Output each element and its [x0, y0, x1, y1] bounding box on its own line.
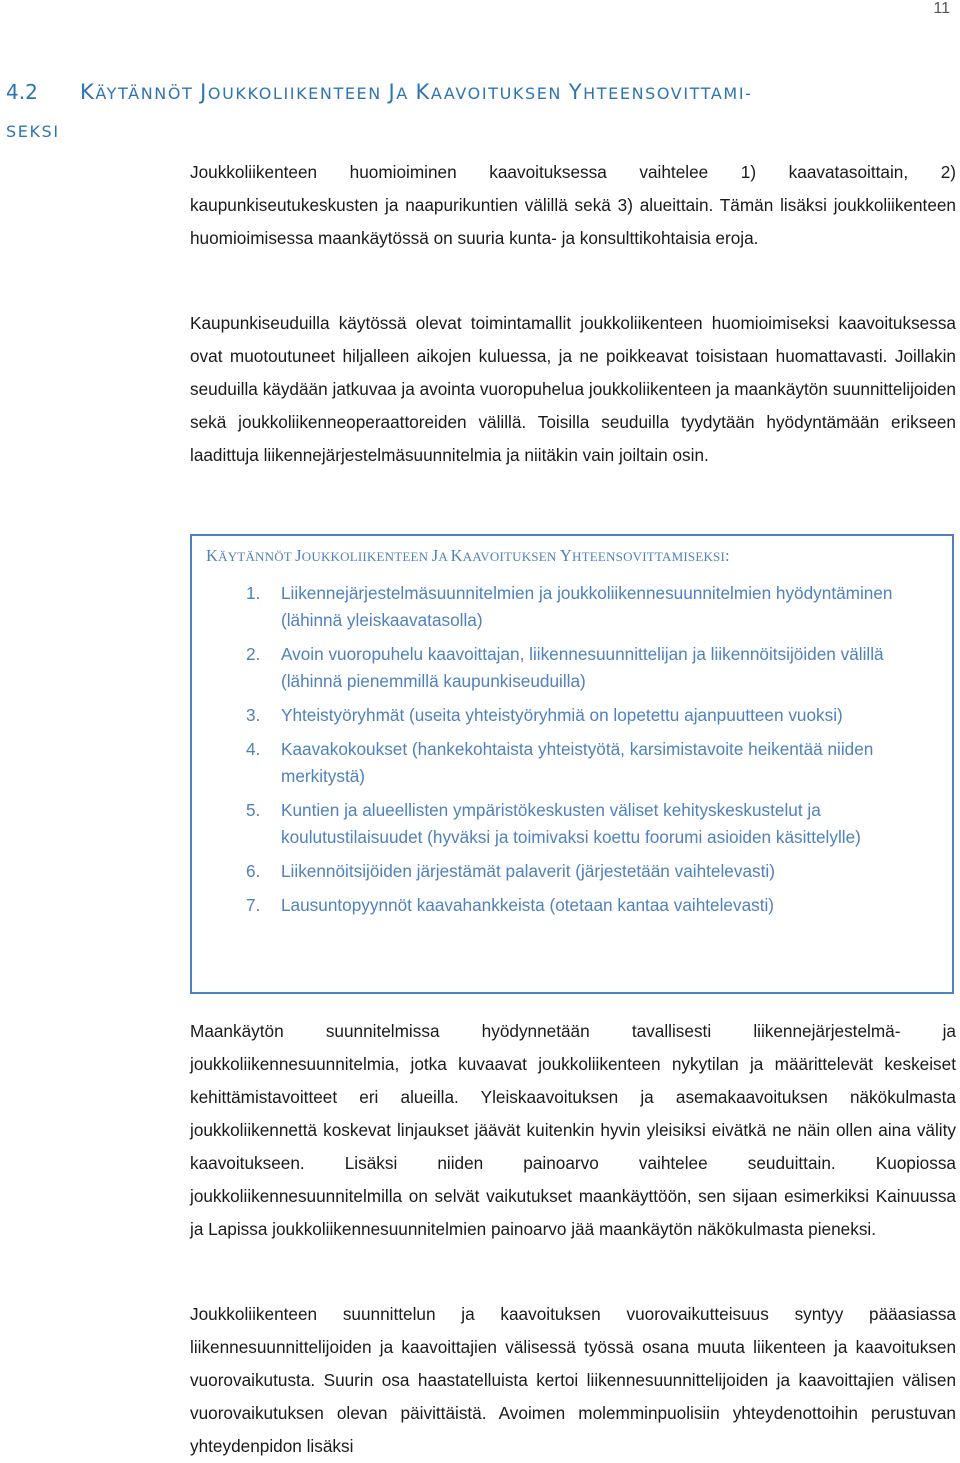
- title-fragment: J: [431, 546, 439, 565]
- title-fragment: OUKKOLIIKENTEEN: [301, 549, 432, 564]
- title-fragment: J: [200, 80, 208, 104]
- body-paragraph: Kaupunkiseuduilla käytössä olevat toimintamallit joukkoliikenteen huomioimiseksi kaavoituksessa ovat muotoutuneet hiljalleen aikojen kuluessa, ja ne poikkeavat toisistaan huomattavasti. Joillakin seuduilla käydään jatkuvaa ja avointa vuoropuhelua joukkoliikenteen ja maankäytön suunnittelijoiden sekä joukkoliikenneoperaattoreiden välillä. Toisilla seuduilla tyydytään hyödyntämään erikseen laadittuja liikennejärjestelmäsuunnitelmia ja niitäkin vain joiltain osin.: [190, 313, 956, 465]
- page-number: 11: [933, 0, 950, 17]
- list-item-number: 4.: [246, 739, 261, 759]
- callout-title: [206, 546, 730, 566]
- list-item-number: 6.: [246, 861, 261, 881]
- body-paragraph: Joukkoliikenteen huomioiminen kaavoituksessa vaihtelee 1) kaavatasoittain, 2) kaupunkiseutukeskusten ja naapurikuntien välillä sekä 3) alueittain. Tämän lisäksi joukkoliikenteen huomioimisessa maankäytössä on suuria kunta- ja konsulttikohtaisia eroja.: [190, 162, 956, 248]
- title-fragment: SEKSI: [6, 122, 60, 141]
- practices-list: [192, 580, 952, 926]
- list-item: [192, 736, 952, 790]
- list-item-text: Kuntien ja alueellisten ympäristökeskusten väliset kehityskeskustelut ja koulutustilaisuudet (hyväksi ja toimivaksi koettu foorumi asioiden käsittelylle): [281, 800, 861, 847]
- list-item: [192, 858, 952, 885]
- title-fragment: HTEENSOVITTAMISEKSI: [572, 549, 726, 564]
- body-paragraph: Maankäytön suunnitelmissa hyödynnetään tavallisesti liikennejärjestelmä- ja joukkoliikennesuunnitelmia, jotka kuvaavat joukkoliikenteen nykytilan ja määrittelevät keskeiset kehittämistavoitteet eri alueilla. Yleiskaavoituksen ja asemakaavoituksen näkökulmasta joukkoliikennettä koskevat linjaukset jäävät kuitenkin hyvin yleisiksi eivätkä ne näin ollen aina välity kaavoitukseen. Lisäksi niiden painoarvo vaihtelee seuduittain. Kuopiossa joukkoliikennesuunnitelmilla on selvät vaikutukset maankäyttöön, sen sijaan esimerkiksi Kainuussa ja Lapissa joukkoliikennesuunnitelmien painoarvo jää maankäytön näkökulmasta pieneksi.: [190, 1021, 956, 1239]
- title-fragment: HTEENSOVITTAMI: [583, 84, 746, 103]
- title-fragment: A: [396, 84, 416, 103]
- list-item: [192, 641, 952, 695]
- title-fragment: Y: [568, 80, 584, 104]
- title-fragment: K: [80, 80, 96, 104]
- title-fragment: Y: [559, 546, 573, 565]
- title-fragment: A: [438, 549, 451, 564]
- list-item-text: Liikennejärjestelmäsuunnitelmien ja joukkoliikennesuunnitelmien hyödyntäminen (lähinnä yleiskaavatasolla): [281, 583, 893, 630]
- title-fragment: AAVOITUKSEN: [430, 84, 569, 103]
- title-fragment: AAVOITUKSEN: [462, 549, 560, 564]
- list-item-text: Lausuntopyynnöt kaavahankkeista (otetaan kantaa vaihtelevasti): [281, 895, 775, 915]
- title-fragment: K: [450, 546, 463, 565]
- list-item: [192, 892, 952, 919]
- section-number: 4.2: [6, 80, 38, 104]
- list-item-text: Liikennöitsijöiden järjestämät palaverit (järjestetään vaihtelevasti): [281, 861, 775, 881]
- title-fragment: ÄYTÄNNÖT: [95, 84, 201, 103]
- list-item-text: Avoin vuoropuhelu kaavoittajan, liikennesuunnittelijan ja liikennöitsijöiden välillä (lähinnä pienemmillä kaupunkiseuduilla): [281, 644, 884, 691]
- list-item-number: 7.: [246, 895, 261, 915]
- body-paragraph: Joukkoliikenteen suunnittelun ja kaavoituksen vuorovaikutteisuus syntyy pääasiassa liikennesuunnittelijoiden ja kaavoittajien välisessä työssä osana muuta liikenteen ja kaavoituksen vuorovaikutusta. Suurin osa haastatelluista kertoi liikennesuunnittelijoiden ja kaavoittajien välisen vuorovaikutuksen olevan päivittäistä. Avoimen molemminpuolisiin yhteydenottoihin perustuvan yhteydenpidon lisäksi: [190, 1304, 956, 1456]
- list-item-number: 2.: [246, 644, 261, 664]
- list-item-number: 1.: [246, 583, 261, 603]
- title-fragment: -: [745, 84, 753, 103]
- title-fragment: J: [388, 80, 397, 104]
- title-fragment: OUKKOLIIKENTEEN: [207, 84, 389, 103]
- title-fragment: J: [295, 546, 302, 565]
- title-fragment: K: [415, 80, 431, 104]
- list-item-number: 5.: [246, 800, 261, 820]
- list-item-text: Yhteistyöryhmät (useita yhteistyöryhmiä on lopetettu ajanpuutteen vuoksi): [281, 705, 843, 725]
- title-fragment: :: [725, 546, 730, 565]
- practices-callout-box: [190, 534, 954, 994]
- list-item-text: Kaavakokoukset (hankekohtaista yhteistyötä, karsimistavoite heikentää niiden merkitystä): [281, 739, 874, 786]
- title-fragment: ÄYTÄNNÖT: [218, 549, 296, 564]
- list-item-number: 3.: [246, 705, 261, 725]
- section-title: [6, 80, 753, 142]
- list-item: [192, 580, 952, 634]
- title-fragment: K: [206, 546, 219, 565]
- list-item: [192, 797, 952, 851]
- list-item: [192, 702, 952, 729]
- section-heading: [6, 74, 936, 150]
